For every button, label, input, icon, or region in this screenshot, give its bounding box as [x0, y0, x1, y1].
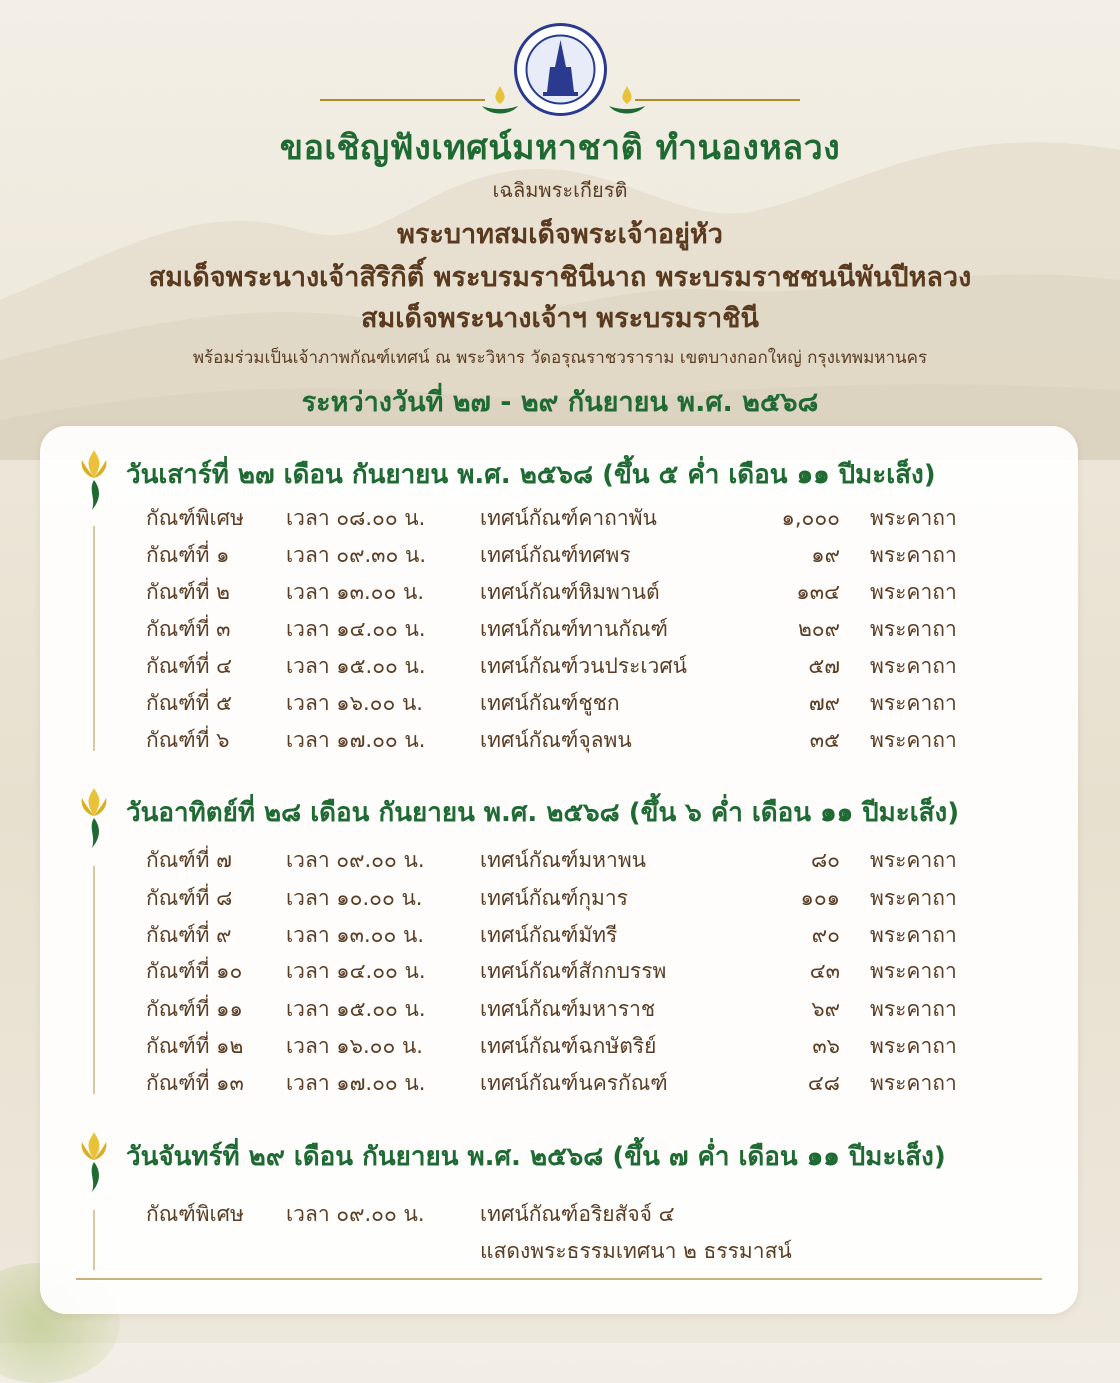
verse-count: ๔๘: [807, 1071, 840, 1095]
verse-unit: พระคาถา: [870, 848, 957, 872]
sermon-name: เทศน์กัณฑ์วนประเวศน์: [480, 654, 688, 678]
sermon-name: เทศน์กัณฑ์ชูชก: [480, 691, 620, 715]
verse-unit: พระคาถา: [870, 728, 957, 752]
kan-label: กัณฑ์ที่ ๑๓: [146, 1071, 244, 1095]
main-title: ขอเชิญฟังเทศน์มหาชาติ ทำนองหลวง: [279, 128, 841, 168]
description: พร้อมร่วมเป็นเจ้าภาพกัณฑ์เทศน์ ณ พระวิหาร วัดอรุณราชวราราม เขตบางกอกใหญ่ กรุงเทพมหานคร: [192, 348, 928, 368]
kan-label: กัณฑ์ที่ ๒: [146, 580, 230, 604]
kan-label: กัณฑ์ที่ ๖: [146, 728, 230, 752]
table-row: [40, 1198, 1078, 1234]
kan-label: กัณฑ์พิเศษ: [146, 506, 244, 530]
time-label: เวลา ๑๕.๐๐ น.: [286, 997, 426, 1021]
verse-count: ๘๐: [810, 848, 840, 872]
time-label: เวลา ๑๔.๐๐ น.: [286, 617, 426, 641]
subtitle: เฉลิมพระเกียรติ: [492, 178, 628, 202]
verse-unit: พระคาถา: [870, 959, 957, 983]
temple-seal-area: [320, 22, 800, 122]
kan-label: กัณฑ์ที่ ๘: [146, 886, 233, 910]
kan-label: กัณฑ์ที่ ๙: [146, 923, 232, 947]
sermon-name: เทศน์กัณฑ์อริยสัจจ์ ๔: [480, 1202, 675, 1226]
kan-label: กัณฑ์พิเศษ: [146, 1202, 244, 1226]
table-row: [40, 502, 1078, 538]
table-row: [40, 993, 1078, 1029]
time-label: เวลา ๐๘.๐๐ น.: [286, 506, 426, 530]
verse-count: ๓๖: [812, 1034, 840, 1058]
kan-label: กัณฑ์ที่ ๑๒: [146, 1034, 244, 1058]
table-row: [40, 1067, 1078, 1103]
verse-unit: พระคาถา: [870, 923, 957, 947]
kan-label: กัณฑ์ที่ ๗: [146, 848, 232, 872]
table-row: [40, 919, 1078, 955]
sermon-name: เทศน์กัณฑ์มหาราช: [480, 997, 656, 1021]
verse-unit: พระคาถา: [870, 1071, 957, 1095]
time-label: เวลา ๑๖.๐๐ น.: [286, 691, 423, 715]
sermon-name: เทศน์กัณฑ์มหาพน: [480, 848, 647, 872]
time-label: เวลา ๑๓.๐๐ น.: [286, 580, 425, 604]
verse-count: ๖๙: [811, 997, 840, 1021]
verse-count: ๑๓๔: [796, 580, 840, 604]
sermon-name: แสดงพระธรรมเทศนา ๒ ธรรมาสน์: [480, 1239, 792, 1263]
kan-label: กัณฑ์ที่ ๔: [146, 654, 233, 678]
verse-count: ๔๓: [809, 959, 840, 983]
table-row: [40, 955, 1078, 991]
kan-label: กัณฑ์ที่ ๑๐: [146, 959, 243, 983]
kan-label: กัณฑ์ที่ ๑๑: [146, 997, 243, 1021]
verse-count: ๓๕: [809, 728, 840, 752]
day-title: วันเสาร์ที่ ๒๗ เดือน กันยายน พ.ศ. ๒๕๖๘ (ขึ้น ๕ ค่ำ เดือน ๑๑ ปีมะเส็ง): [126, 460, 936, 490]
bottom-divider: [76, 1278, 1042, 1280]
time-label: เวลา ๐๙.๐๐ น.: [286, 848, 425, 872]
sermon-name: เทศน์กัณฑ์มัทรี: [480, 923, 618, 947]
verse-unit: พระคาถา: [870, 617, 957, 641]
table-row: [40, 687, 1078, 723]
date-range: ระหว่างวันที่ ๒๗ - ๒๙ กันยายน พ.ศ. ๒๕๖๘: [301, 387, 819, 418]
verse-unit: พระคาถา: [870, 1034, 957, 1058]
verse-count: ๕๗: [808, 654, 840, 678]
day-title: วันจันทร์ที่ ๒๙ เดือน กันยายน พ.ศ. ๒๕๖๘ (ขึ้น ๗ ค่ำ เดือน ๑๑ ปีมะเส็ง): [126, 1142, 946, 1172]
verse-unit: พระคาถา: [870, 580, 957, 604]
table-row: [40, 724, 1078, 760]
verse-count: ๗๙: [808, 691, 840, 715]
kan-label: กัณฑ์ที่ ๕: [146, 691, 233, 715]
sermon-name: เทศน์กัณฑ์จุลพน: [480, 728, 632, 752]
verse-unit: พระคาถา: [870, 997, 957, 1021]
time-label: เวลา ๑๗.๐๐ น.: [286, 728, 426, 752]
verse-count: ๑๐๑: [800, 886, 840, 910]
schedule-card: [40, 426, 1078, 1314]
time-label: เวลา ๑๗.๐๐ น.: [286, 1071, 426, 1095]
kan-label: กัณฑ์ที่ ๑: [146, 543, 230, 567]
sermon-name: เทศน์กัณฑ์กุมาร: [480, 886, 628, 910]
sermon-name: เทศน์กัณฑ์ทานกัณฑ์: [480, 617, 668, 641]
time-label: เวลา ๐๙.๓๐ น.: [286, 543, 427, 567]
royal-line-1: พระบาทสมเด็จพระเจ้าอยู่หัว: [397, 219, 723, 250]
sermon-name: เทศน์กัณฑ์หิมพานต์: [480, 580, 660, 604]
right-lamp-icon: [605, 82, 649, 122]
seal-lettering: [513, 22, 608, 117]
verse-unit: พระคาถา: [870, 691, 957, 715]
day-title: วันอาทิตย์ที่ ๒๘ เดือน กันยายน พ.ศ. ๒๕๖๘ (ขึ้น ๖ ค่ำ เดือน ๑๑ ปีมะเส็ง): [126, 798, 960, 828]
time-label: เวลา ๑๕.๐๐ น.: [286, 654, 426, 678]
sermon-name: เทศน์กัณฑ์ฉกษัตริย์: [480, 1034, 657, 1058]
time-label: เวลา ๑๓.๐๐ น.: [286, 923, 425, 947]
sermon-name: เทศน์กัณฑ์สักกบรรพ: [480, 959, 667, 983]
time-label: เวลา ๐๙.๐๐ น.: [286, 1202, 425, 1226]
royal-line-3: สมเด็จพระนางเจ้าฯ พระบรมราชินี: [361, 303, 759, 334]
kan-label: กัณฑ์ที่ ๓: [146, 617, 231, 641]
royal-line-2: สมเด็จพระนางเจ้าสิริกิติ์ พระบรมราชินีนาถ พระบรมราชชนนีพันปีหลวง: [148, 262, 972, 293]
verse-unit: พระคาถา: [870, 506, 957, 530]
verse-unit: พระคาถา: [870, 886, 957, 910]
gold-flower-icon: [76, 1130, 112, 1200]
table-row: [40, 844, 1078, 880]
table-row: [40, 1235, 1078, 1271]
time-label: เวลา ๑๔.๐๐ น.: [286, 959, 426, 983]
sermon-name: เทศน์กัณฑ์ทศพร: [480, 543, 631, 567]
verse-count: ๑,๐๐๐: [781, 506, 840, 530]
sermon-name: เทศน์กัณฑ์นครกัณฑ์: [480, 1071, 668, 1095]
table-row: [40, 613, 1078, 649]
table-row: [40, 539, 1078, 575]
right-gold-line: [635, 99, 800, 101]
left-gold-line: [320, 99, 485, 101]
table-row: [40, 576, 1078, 612]
table-row: [40, 882, 1078, 918]
time-label: เวลา ๑๐.๐๐ น.: [286, 886, 423, 910]
verse-count: ๑๙: [811, 543, 840, 567]
sermon-name: เทศน์กัณฑ์คาถาพัน: [480, 506, 657, 530]
table-row: [40, 1030, 1078, 1066]
verse-unit: พระคาถา: [870, 543, 957, 567]
time-label: เวลา ๑๖.๐๐ น.: [286, 1034, 423, 1058]
verse-unit: พระคาถา: [870, 654, 957, 678]
table-row: [40, 650, 1078, 686]
verse-count: ๒๐๙: [797, 617, 840, 641]
verse-count: ๙๐: [811, 923, 840, 947]
